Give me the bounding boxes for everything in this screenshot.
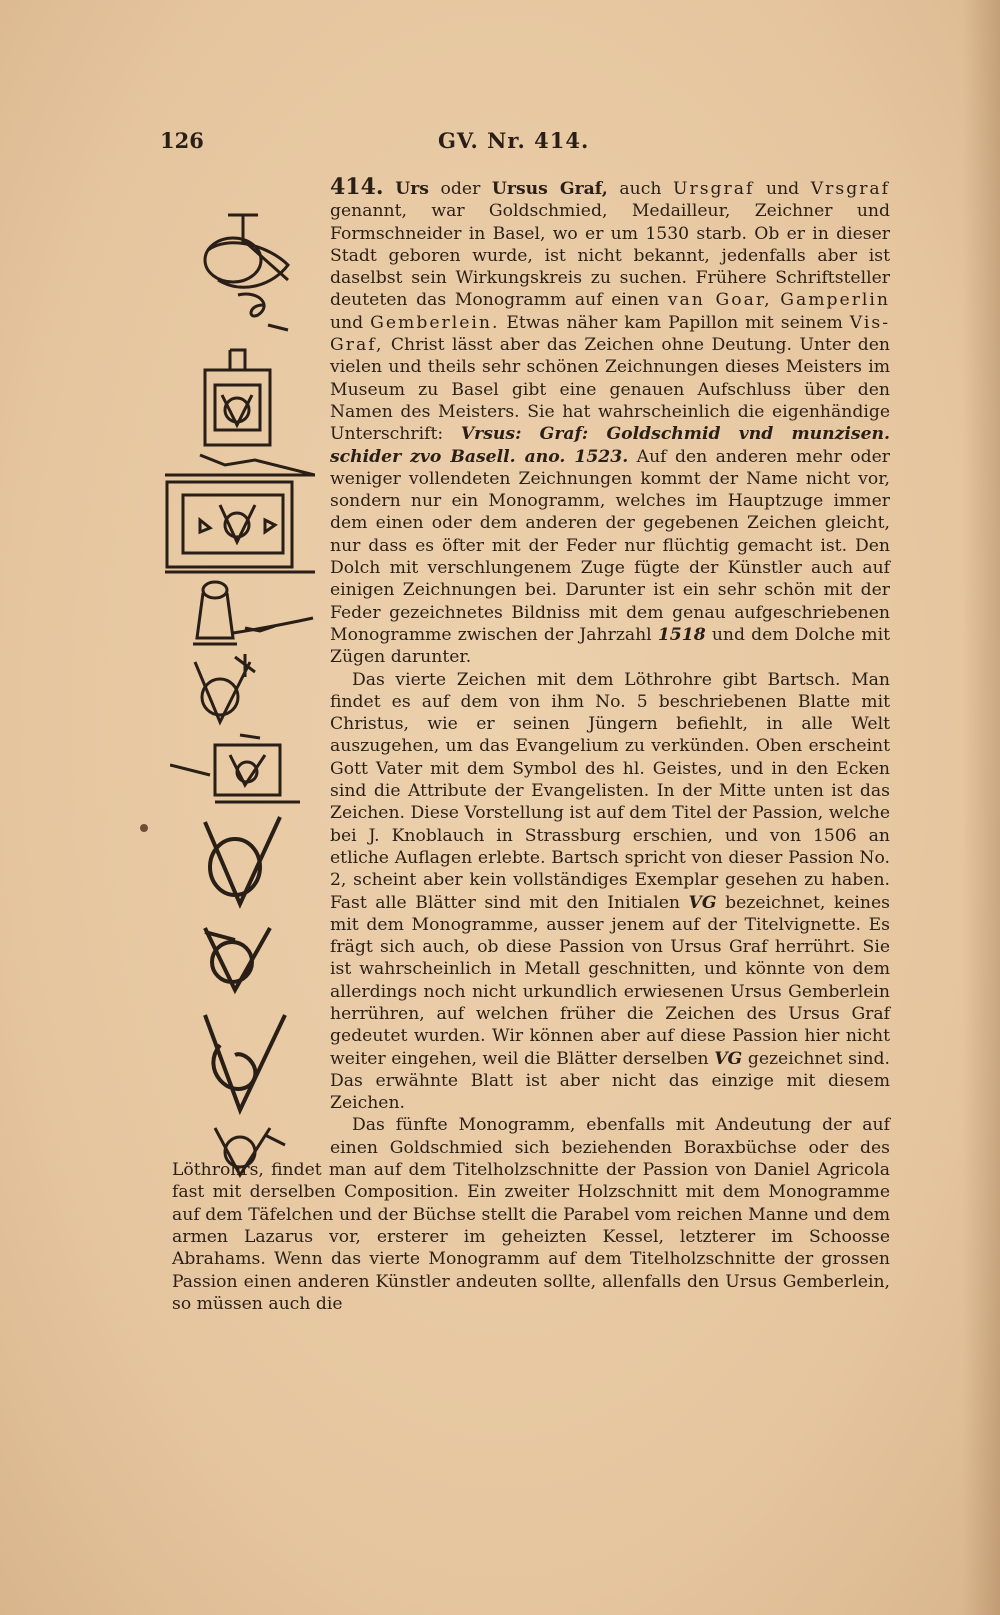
text-segment: war Goldschmied, Medailleur, Zeichner und Formschneider in Basel, wo er um 1530 starb. Ob er in dieser Stadt geboren wurde, ist nicht bekannt, jedenfalls aber ist daselbst sein Wirkungskreis zu suchen. Frühere Schriftsteller deuteten das Monogramm auf einen: [330, 201, 890, 311]
text-segment: und dem Dolche mit Zügen darunter.: [330, 624, 891, 668]
page-number: 126: [160, 128, 204, 153]
initials-vg: VG: [688, 892, 717, 913]
text-segment: gezeichnet sind. Das erwähnte Blatt ist aber nicht das einzige mit diesem Zeichen.: [330, 1048, 891, 1114]
artist-name-ursus: Ursus Graf,: [491, 179, 608, 199]
text-genannt: genannt,: [330, 201, 407, 222]
text-segment: Auf den anderen mehr oder weniger vollendeten Zeichnungen kommt der Name nicht vor, sondern nur ein Monogramm, welches im Hauptzuge immer dem einen oder dem anderen der gegebenen Zeichen gleicht, nur dass es öfter mit der Feder nur flüchtig gemacht ist. Den Dolch mit verschlungenem Zuge fügte der Künstler auch auf einigen Zeichnungen bei. Darunter ist ein sehr schön mit der Feder gezeichnetes Bildniss mit dem genau aufgeschriebenen Monogramme zwischen der Jahrzahl: [330, 446, 890, 645]
text-segment: Das vierte Zeichen mit dem Löthrohre gibt Bartsch. Man findet es auf dem von ihm No. 5 beschriebenen Blatte mit Christus, wie er seinen Jüngern befiehlt, in alle Welt auszugehen, um das Evangelium zu verkünden. Oben erscheint Gott Vater mit dem Symbol des hl. Geistes, und in den Ecken sind die Attribute der Evangelisten. In der Mitte unten ist das Zeichen. Diese Vorstellung ist auf dem Titel der Passion, welche bei J. Knoblauch in Strassburg erschien, und von 1506 an etliche Auflagen erlebte. Bartsch spricht von dieser Passion No. 2, scheint aber kein vollständiges Exemplar gesehen zu haben. Fast alle Blätter sind mit den Initialen: [330, 669, 890, 913]
text-und: und: [330, 312, 364, 333]
ink-spot: [140, 824, 148, 832]
name-gamperlin: Gamperlin: [780, 290, 890, 311]
name-van-goar: van Goar,: [667, 290, 772, 311]
article-body: [172, 176, 890, 1315]
name-gemberlein: Gemberlein.: [370, 312, 500, 333]
figure-float: [172, 176, 322, 1144]
text-segment: Das fünfte Monogramm, ebenfalls mit Andeutung der auf einen Goldschmied sich beziehenden Boraxbüchse oder des Löthrohrs, findet man auf dem Titelholzschnitte der Passion von Daniel Agricola fast mit derselben Composition. Ein zweiter Holzschnitt mit dem Monogramme auf dem Täfelchen und der Büchse stellt die Parabel vom reichen Manne und dem armen Lazarus vor, ersterer im geheizten Kessel, letzterer im Schoosse Abrahams. Wenn das vierte Monogramm auf dem Titelholzschnitte der grossen Passion einen anderen Künstler andeuten sollte, allenfalls den Ursus Gemberlein, so müssen auch die: [172, 1115, 890, 1314]
text-und: und: [766, 179, 800, 199]
text-segment: bezeichnet, keines mit dem Monogramme, ausser jenem auf der Titelvignette. Es frägt sich auch, ob diese Passion von Ursus Graf herrührt. Sie ist wahrscheinlich in Metall geschnitten, und könnte von dem allerdings noch nicht urkundlich erwiesenen Ursus Gemberlein herrühren, auf welchen früher die Zeichen des Ursus Graf gedeutet wurden. Wir können aber auf diese Passion hier nicht weiter eingehen, weil die Blätter derselben: [330, 892, 890, 1069]
paragraph-3: [172, 1114, 890, 1315]
alias-vrsgraf: Vrsgraf: [810, 179, 891, 199]
running-title: GV. Nr. 414.: [438, 128, 590, 153]
text-segment: Etwas näher kam Papillon mit seinem: [506, 312, 843, 333]
year-1518: 1518: [657, 624, 706, 645]
text-segment: Christ lässt aber das Zeichen ohne Deutung. Unter den vielen und theils sehr schönen Zeichnungen dieses Meisters im Museum zu Basel gibt eine genauen Aufschluss über den Namen des Meisters. Sie hat wahrscheinlich die eigenhändige Unterschrift:: [330, 335, 891, 445]
initials-vg: VG: [714, 1048, 743, 1069]
alias-ursgraf: Ursgraf: [673, 179, 755, 199]
running-header: [160, 128, 880, 158]
artist-name-urs: Urs: [395, 179, 429, 199]
entry-number: 414.: [330, 174, 384, 200]
text-auch: auch: [619, 179, 662, 199]
page-edge-shadow: [962, 0, 1000, 1615]
signature-quote: Vrsus: Graf: Goldschmid vnd munzisen. schider zvo Basell. ano. 1523.: [330, 424, 891, 467]
text-oder: oder: [440, 179, 481, 199]
name-vis-graf: Vis-Graf,: [330, 312, 891, 356]
